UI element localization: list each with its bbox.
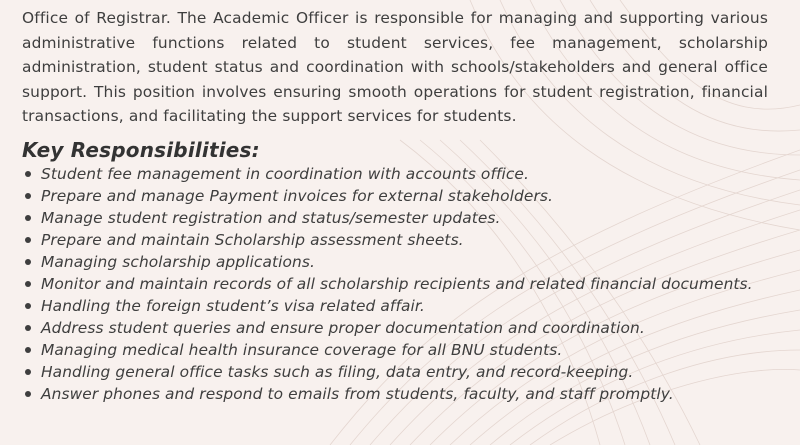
list-item: [22, 251, 768, 273]
document-body: [22, 6, 768, 405]
list-item: [22, 295, 768, 317]
list-item: [22, 317, 768, 339]
list-item-text: Address student queries and ensure proper documentation and coordination.: [41, 318, 645, 337]
list-item-text: Handling general office tasks such as filing, data entry, and record-keeping.: [41, 362, 634, 381]
bullet-icon: [25, 171, 31, 177]
list-item-text: Prepare and maintain Scholarship assessment sheets.: [41, 230, 464, 249]
list-item: [22, 383, 768, 405]
bullet-icon: [25, 347, 31, 353]
list-item: [22, 339, 768, 361]
list-item: [22, 229, 768, 251]
bullet-icon: [25, 193, 31, 199]
list-item-text: Monitor and maintain records of all scholarship recipients and related financial documents.: [41, 274, 753, 293]
bullet-icon: [25, 325, 31, 331]
list-item: [22, 361, 768, 383]
bullet-icon: [25, 215, 31, 221]
bullet-icon: [25, 369, 31, 375]
intro-paragraph: Office of Registrar. The Academic Officer is responsible for managing and supporting various administrative functions related to student services, fee management, scholarship administration, student status and coordination with schools/stakeholders and general office support. This position involves ensuring smooth operations for student registration, financial transactions, and facilitating the support services for students.: [22, 9, 768, 126]
list-item-text: Managing scholarship applications.: [41, 252, 315, 271]
list-item-text: Answer phones and respond to emails from students, faculty, and staff promptly.: [41, 384, 674, 403]
bullet-icon: [25, 259, 31, 265]
bullet-icon: [25, 303, 31, 309]
list-item: [22, 185, 768, 207]
list-item-text: Manage student registration and status/semester updates.: [41, 208, 501, 227]
list-item: [22, 163, 768, 185]
bullet-icon: [25, 237, 31, 243]
bullet-icon: [25, 281, 31, 287]
responsibilities-list: [22, 163, 768, 405]
list-item: [22, 273, 768, 295]
bullet-icon: [25, 391, 31, 397]
list-item-text: Prepare and manage Payment invoices for external stakeholders.: [41, 186, 553, 205]
responsibilities-heading: Key Responsibilities:: [22, 137, 260, 162]
list-item-text: Handling the foreign student’s visa related affair.: [41, 296, 425, 315]
list-item-text: Managing medical health insurance coverage for all BNU students.: [41, 340, 563, 359]
list-item-text: Student fee management in coordination with accounts office.: [41, 164, 529, 183]
list-item: [22, 207, 768, 229]
